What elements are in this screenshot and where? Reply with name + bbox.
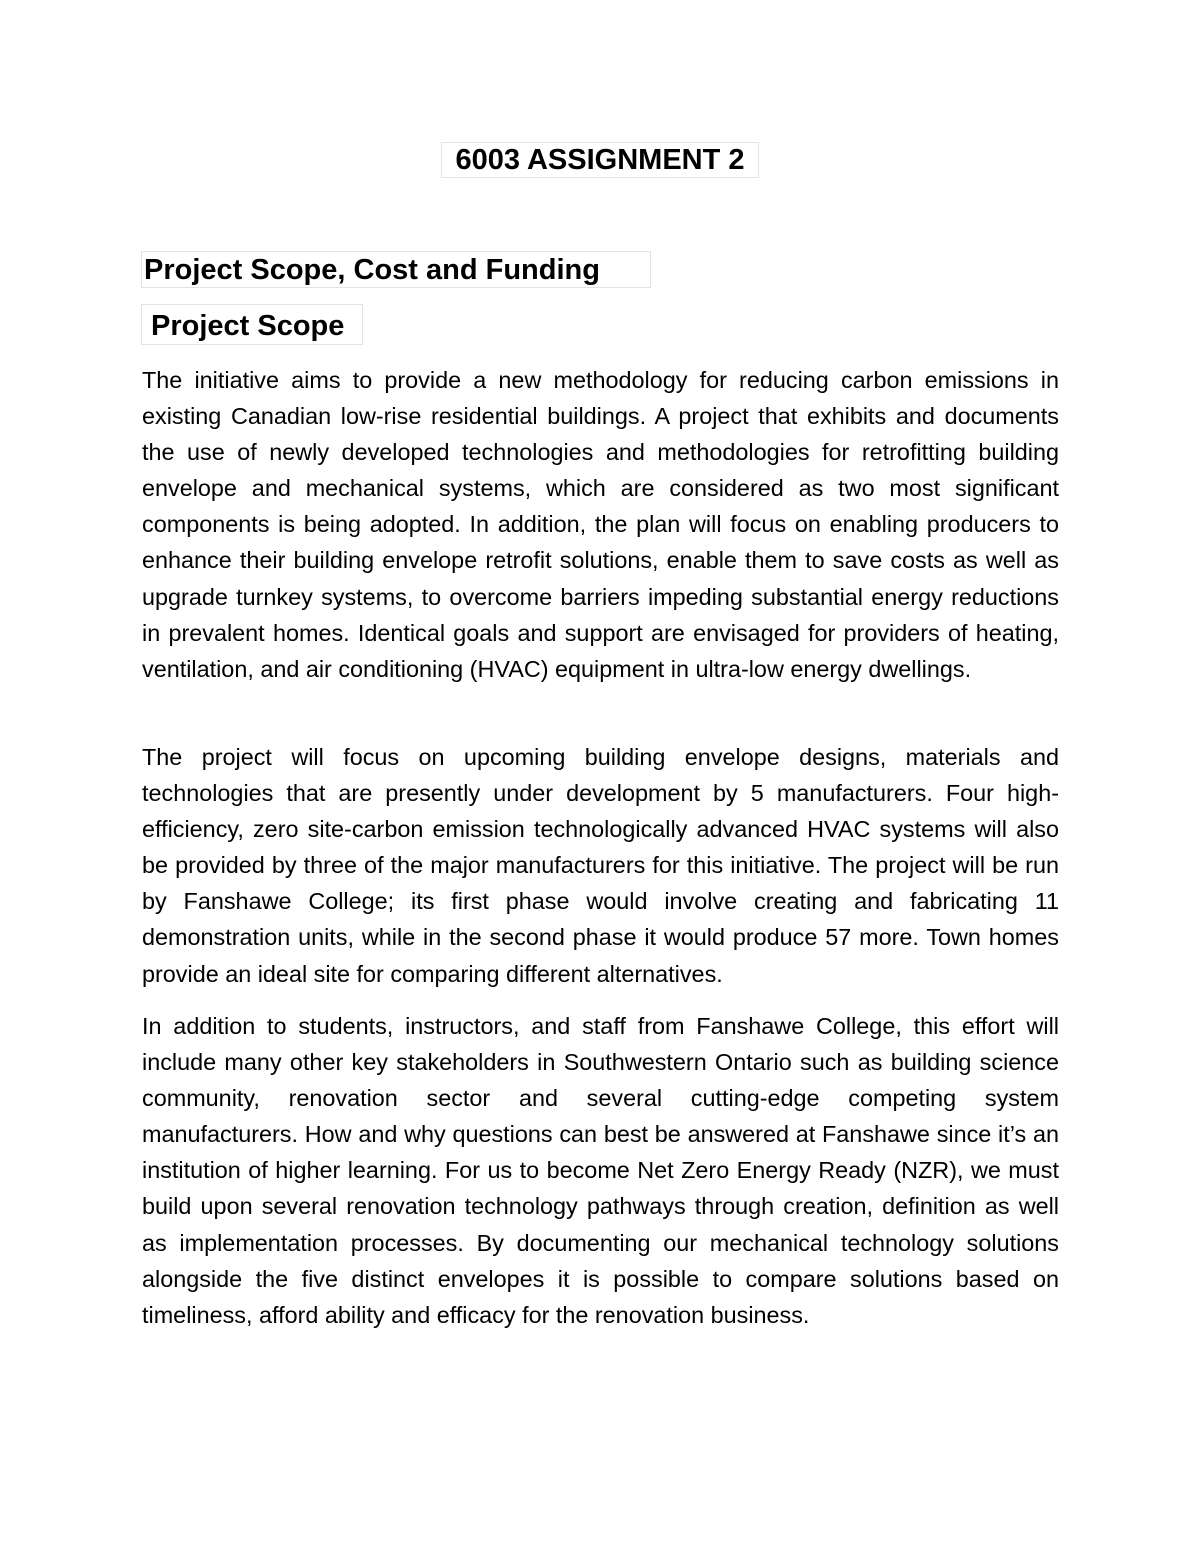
document-title: 6003 ASSIGNMENT 2 bbox=[441, 142, 759, 178]
section-heading: Project Scope, Cost and Funding bbox=[141, 251, 651, 288]
body-paragraph: The initiative aims to provide a new methodology for reducing carbon emissions in existing Canadian low-rise residential buildings. A project that exhibits and documents the use of newly developed technologies and methodologies for retrofitting building envelope and mechanical systems, which are considered as two most significant components is being adopted. In addition, the plan will focus on enabling producers to enhance their building envelope retrofit solutions, enable them to save costs as well as upgrade turnkey systems, to overcome barriers impeding substantial energy reductions in prevalent homes. Identical goals and support are envisaged for providers of heating, ventilation, and air conditioning (HVAC) equipment in ultra-low energy dwellings. bbox=[142, 367, 1059, 682]
body-paragraph: In addition to students, instructors, and staff from Fanshawe College, this effort will include many other key stakeholders in Southwestern Ontario such as building science community, renovation sector and several cutting-edge competing system manufacturers. How and why questions can best be answered at Fanshawe since it’s an institution of higher learning. For us to become Net Zero Energy Ready (NZR), we must build upon several renovation technology pathways through creation, definition as well as implementation processes. By documenting our mechanical technology solutions alongside the five distinct envelopes it is possible to compare solutions based on timeliness, afford ability and efficacy for the renovation business. bbox=[142, 1013, 1059, 1328]
body-paragraph: The project will focus on upcoming building envelope designs, materials and technologies that are presently under development by 5 manufacturers. Four high-efficiency, zero site-carbon emission technologically advanced HVAC systems will also be provided by three of the major manufacturers for this initiative. The project will be run by Fanshawe College; its first phase would involve creating and fabricating 11 demonstration units, while in the second phase it would produce 57 more. Town homes provide an ideal site for comparing different alternatives. bbox=[142, 744, 1059, 987]
subsection-heading: Project Scope bbox=[141, 304, 363, 345]
